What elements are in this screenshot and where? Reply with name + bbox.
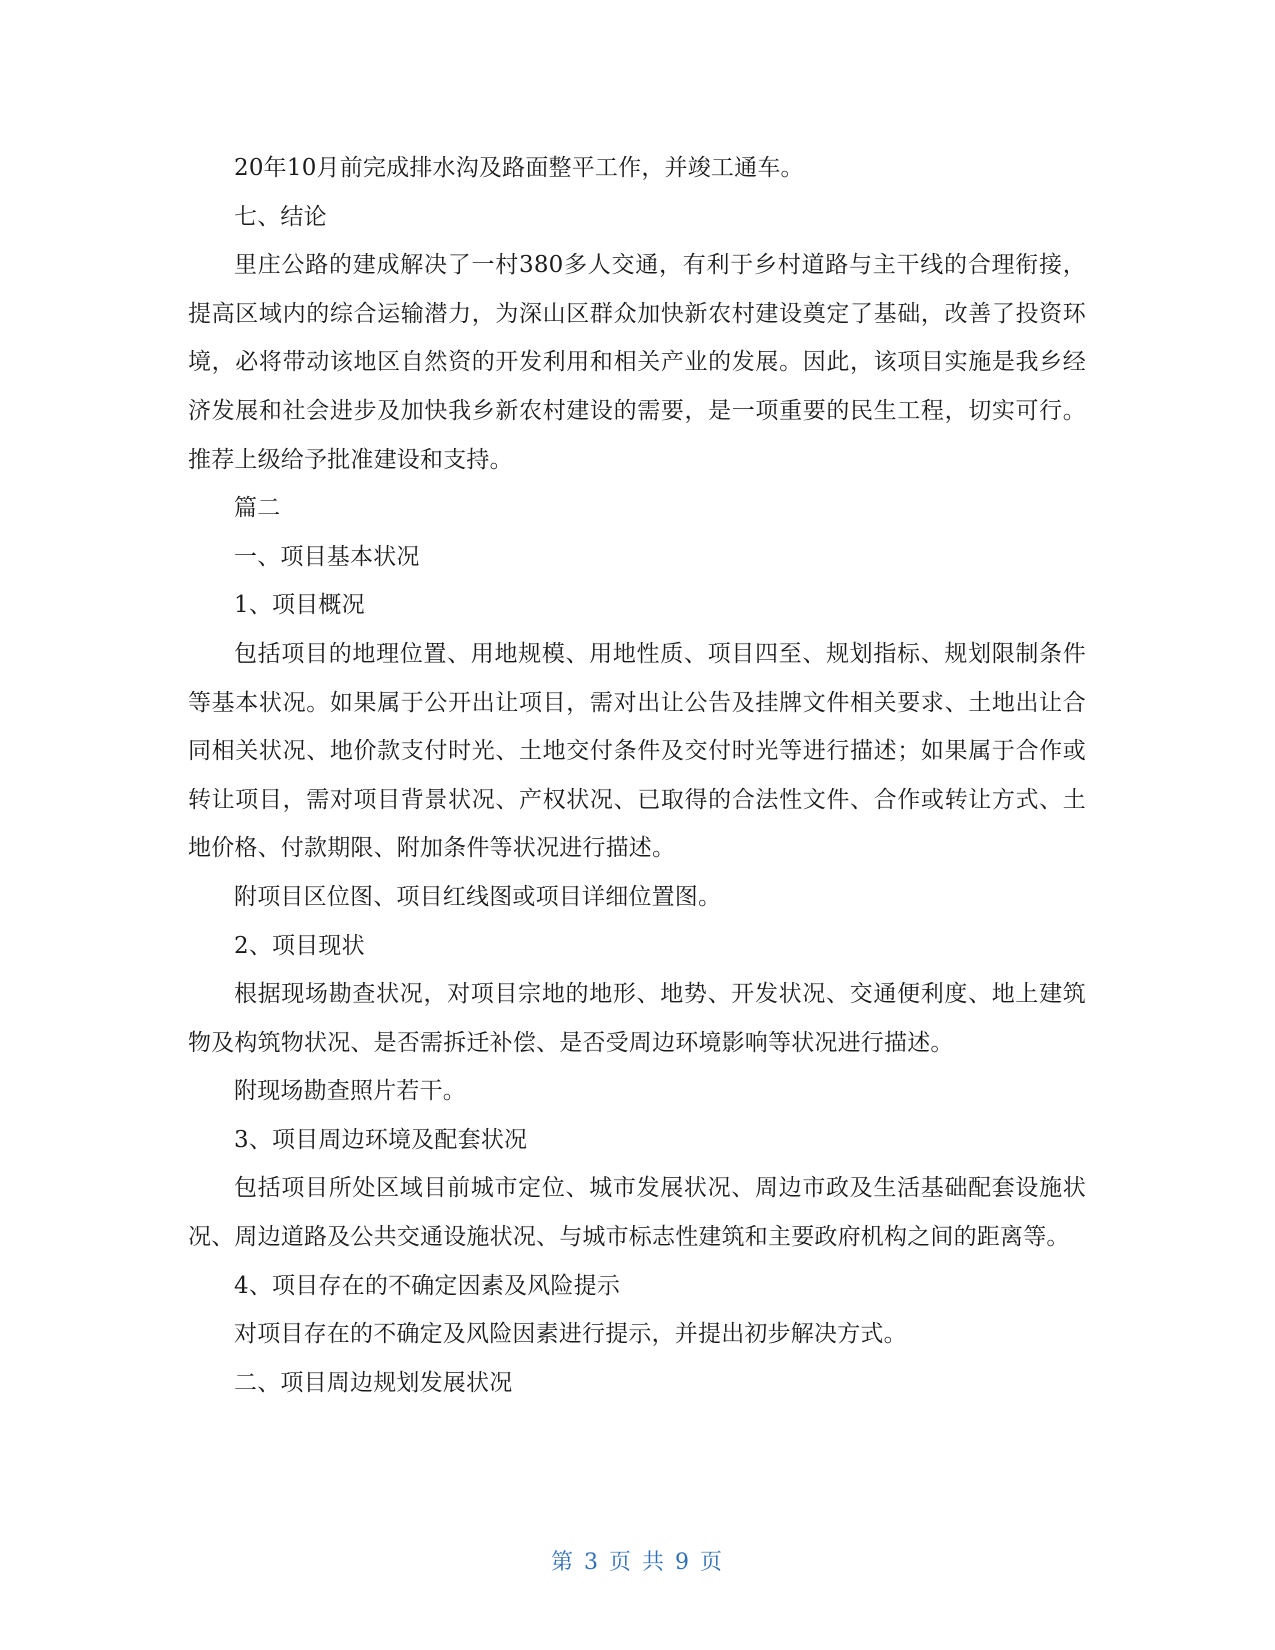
- heading-surroundings: 3、项目周边环境及配套状况: [234, 1126, 528, 1153]
- paragraph-completion-note: 20年10月前完成排水沟及路面整平工作，并竣工通车。: [234, 155, 804, 181]
- paragraph-project-overview: 包括项目的地理位置、用地规模、用地性质、项目四至、规划指标、规划限制条件等基本状况。如果属于公开出让项目，需对出让公告及挂牌文件相关要求、土地出让合同相关状况、地价款支付时光、土地交付条件及交付时光等进行描述；如果属于合作或转让项目，需对项目背景状况、产权状况、已取得的合法性文件、合作或转让方式、土地价格、付款期限、附加条件等状况进行描述。: [188, 640, 1086, 862]
- paragraph-conclusion: 里庄公路的建成解决了一村380多人交通，有利于乡村道路与主干线的合理衔接，提高区域内的综合运输潜力，为深山区群众加快新农村建设奠定了基础，改善了投资环境，必将带动该地区自然资的开发利用和相关产业的发展。因此，该项目实施是我乡经济发展和社会进步及加快我乡新农村建设的需要，是一项重要的民生工程，切实可行。推荐上级给予批准建设和支持。: [188, 252, 1086, 473]
- heading-conclusion: 七、结论: [234, 203, 327, 230]
- paragraph-surroundings: 包括项目所处区域目前城市定位、城市发展状况、周边市政及生活基础配套设施状况、周边道路及公共交通设施状况、与城市标志性建筑和主要政府机构之间的距离等。: [188, 1175, 1086, 1251]
- paragraph-current-state: 根据现场勘查状况，对项目宗地的地形、地势、开发状况、交通便利度、地上建筑物及构筑物状况、是否需拆迁补偿、是否受周边环境影响等状况进行描述。: [188, 981, 1086, 1056]
- document-body: [188, 144, 1086, 1407]
- paragraph-location-maps: 附项目区位图、项目红线图或项目详细位置图。: [234, 883, 722, 910]
- paragraph-uncertainties-risks: 对项目存在的不确定及风险因素进行提示，并提出初步解决方式。: [234, 1321, 907, 1348]
- heading-uncertainties-risks: 4、项目存在的不确定因素及风险提示: [234, 1272, 621, 1299]
- paragraph-site-photos: 附现场勘查照片若干。: [234, 1078, 466, 1105]
- heading-project-overview: 1、项目概况: [234, 592, 365, 619]
- heading-part-two: 篇二: [234, 495, 281, 522]
- heading-planning-development: 二、项目周边规划发展状况: [234, 1369, 513, 1396]
- heading-project-basic-status: 一、项目基本状况: [234, 543, 420, 570]
- heading-project-current-state: 2、项目现状: [234, 932, 365, 959]
- page-number-footer: 第 3 页 共 9 页: [551, 1550, 724, 1575]
